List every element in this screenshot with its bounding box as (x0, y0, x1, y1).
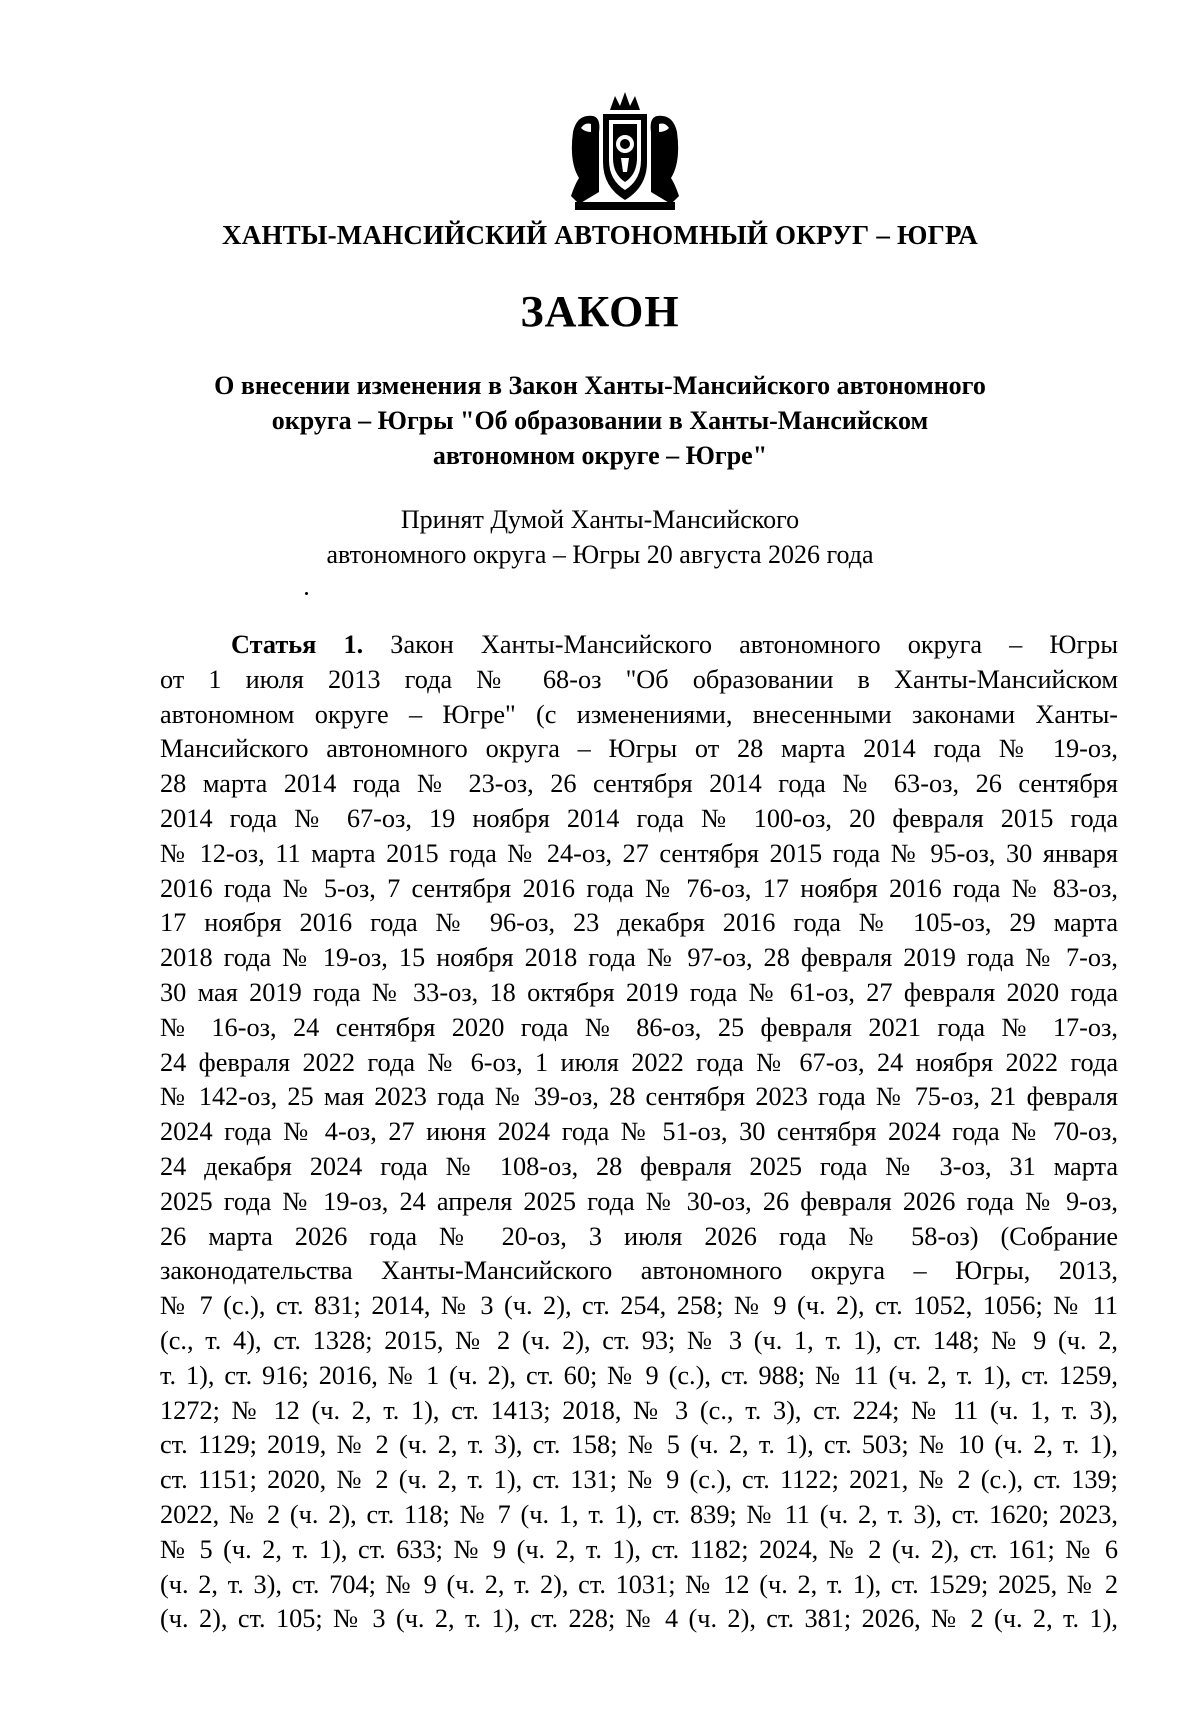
law-title-line: округа – Югры "Об образовании в Ханты-Мансийском (271, 406, 929, 435)
article-line: № 12-оз, 11 марта 2015 года № 24-оз, 27 сентября 2015 года № 95-оз, 30 января (160, 838, 1118, 868)
article-line: 2018 года № 19-оз, 15 ноября 2018 года № 97-оз, 28 февраля 2019 года № 7-оз, (160, 943, 1118, 973)
article-line: законодательства Ханты-Мансийского автономного округа – Югры, 2013, (160, 1256, 1118, 1286)
article-1-body (160, 628, 1118, 1637)
law-title (150, 368, 1050, 473)
article-line: № 16-оз, 24 сентября 2020 года № 86-оз, 25 февраля 2021 года № 17-оз, (160, 1012, 1118, 1042)
article-line: 2022, № 2 (ч. 2), ст. 118; № 7 (ч. 1, т. 1), ст. 839; № 11 (ч. 2, т. 3), ст. 1620; 2023, (160, 1499, 1118, 1529)
article-line: 30 мая 2019 года № 33-оз, 18 октября 2019 года № 61-оз, 27 февраля 2020 года (160, 977, 1118, 1007)
article-line: 2025 года № 19-оз, 24 апреля 2025 года № 30-оз, 26 февраля 2026 года № 9-оз, (160, 1186, 1118, 1216)
region-heading: ХАНТЫ-МАНСИЙСКИЙ АВТОНОМНЫЙ ОКРУГ – ЮГРА (222, 220, 978, 250)
article-line: № 142-оз, 25 мая 2023 года № 39-оз, 28 сентября 2023 года № 75-оз, 21 февраля (160, 1082, 1118, 1112)
adoption-note-line: Принят Думой Ханты-Мансийского (400, 505, 800, 534)
article-line: от 1 июля 2013 года № 68-оз "Об образовании в Ханты-Мансийском (160, 664, 1118, 694)
article-line: 24 февраля 2022 года № 6-оз, 1 июля 2022 года № 67-оз, 24 ноября 2022 года (160, 1047, 1118, 1077)
article-line: (ч. 2), ст. 105; № 3 (ч. 2, т. 1), ст. 228; № 4 (ч. 2), ст. 381; 2026, № 2 (ч. 2, т. 1), (160, 1604, 1118, 1634)
law-title-line: О внесении изменения в Закон Ханты-Мансийского автономного (214, 371, 986, 400)
article-line: Мансийского автономного округа – Югры от 28 марта 2014 года № 19-оз, (160, 734, 1118, 764)
article-line: т. 1), ст. 916; 2016, № 1 (ч. 2), ст. 60; № 9 (с.), ст. 988; № 11 (ч. 2, т. 1), ст. 1259, (160, 1360, 1118, 1390)
article-line: автономном округе – Югре" (с изменениями, внесенными законами Ханты- (160, 699, 1118, 729)
adoption-note-line: автономного округа – Югры 20 августа 2026 года (326, 540, 874, 569)
article-line: 17 ноября 2016 года № 96-оз, 23 декабря 2016 года № 105-оз, 29 марта (160, 908, 1118, 938)
article-line: 28 марта 2014 года № 23-оз, 26 сентября 2014 года № 63-оз, 26 сентября (160, 769, 1118, 799)
coat-of-arms-emblem-icon (565, 92, 685, 212)
law-title-line: автономном округе – Югре" (432, 441, 768, 470)
article-line: 2016 года № 5-оз, 7 сентября 2016 года № 76-оз, 17 ноября 2016 года № 83-оз, (160, 873, 1118, 903)
article-line: 26 марта 2026 года № 20-оз, 3 июля 2026 года № 58-оз) (Собрание (160, 1221, 1118, 1251)
article-line: № 5 (ч. 2, т. 1), ст. 633; № 9 (ч. 2, т. 1), ст. 1182; 2024, № 2 (ч. 2), ст. 161; № 6 (160, 1534, 1118, 1564)
stray-mark (305, 592, 308, 595)
article-line: 2014 года № 67-оз, 19 ноября 2014 года № 100-оз, 20 февраля 2015 года (160, 803, 1118, 833)
article-line: Статья 1. Закон Ханты-Мансийского автономного округа – Югры (231, 630, 1118, 659)
article-line: ст. 1151; 2020, № 2 (ч. 2, т. 1), ст. 131; № 9 (с.), ст. 1122; 2021, № 2 (с.), ст. 139; (160, 1465, 1118, 1495)
article-1-heading: Статья 1. (231, 630, 364, 659)
article-line: (с., т. 4), ст. 1328; 2015, № 2 (ч. 2), ст. 93; № 3 (ч. 1, т. 1), ст. 148; № 9 (ч. 2, (160, 1325, 1118, 1355)
article-line: 24 декабря 2024 года № 108-оз, 28 февраля 2025 года № 3-оз, 31 марта (160, 1151, 1118, 1181)
article-line: (ч. 2, т. 3), ст. 704; № 9 (ч. 2, т. 2), ст. 1031; № 12 (ч. 2, т. 1), ст. 1529; 2025, № 2 (160, 1569, 1118, 1599)
article-line: № 7 (с.), ст. 831; 2014, № 3 (ч. 2), ст. 254, 258; № 9 (ч. 2), ст. 1052, 1056; № 11 (160, 1291, 1118, 1321)
adoption-note (150, 502, 1050, 572)
article-line: ст. 1129; 2019, № 2 (ч. 2, т. 3), ст. 158; № 5 (ч. 2, т. 1), ст. 503; № 10 (ч. 2, т. 1), (160, 1430, 1118, 1460)
article-line: 1272; № 12 (ч. 2, т. 1), ст. 1413; 2018, № 3 (с., т. 3), ст. 224; № 11 (ч. 1, т. 3), (160, 1395, 1118, 1425)
article-line: 2024 года № 4-оз, 27 июня 2024 года № 51-оз, 30 сентября 2024 года № 70-оз, (160, 1117, 1118, 1147)
document-type-heading: ЗАКОН (520, 287, 680, 336)
